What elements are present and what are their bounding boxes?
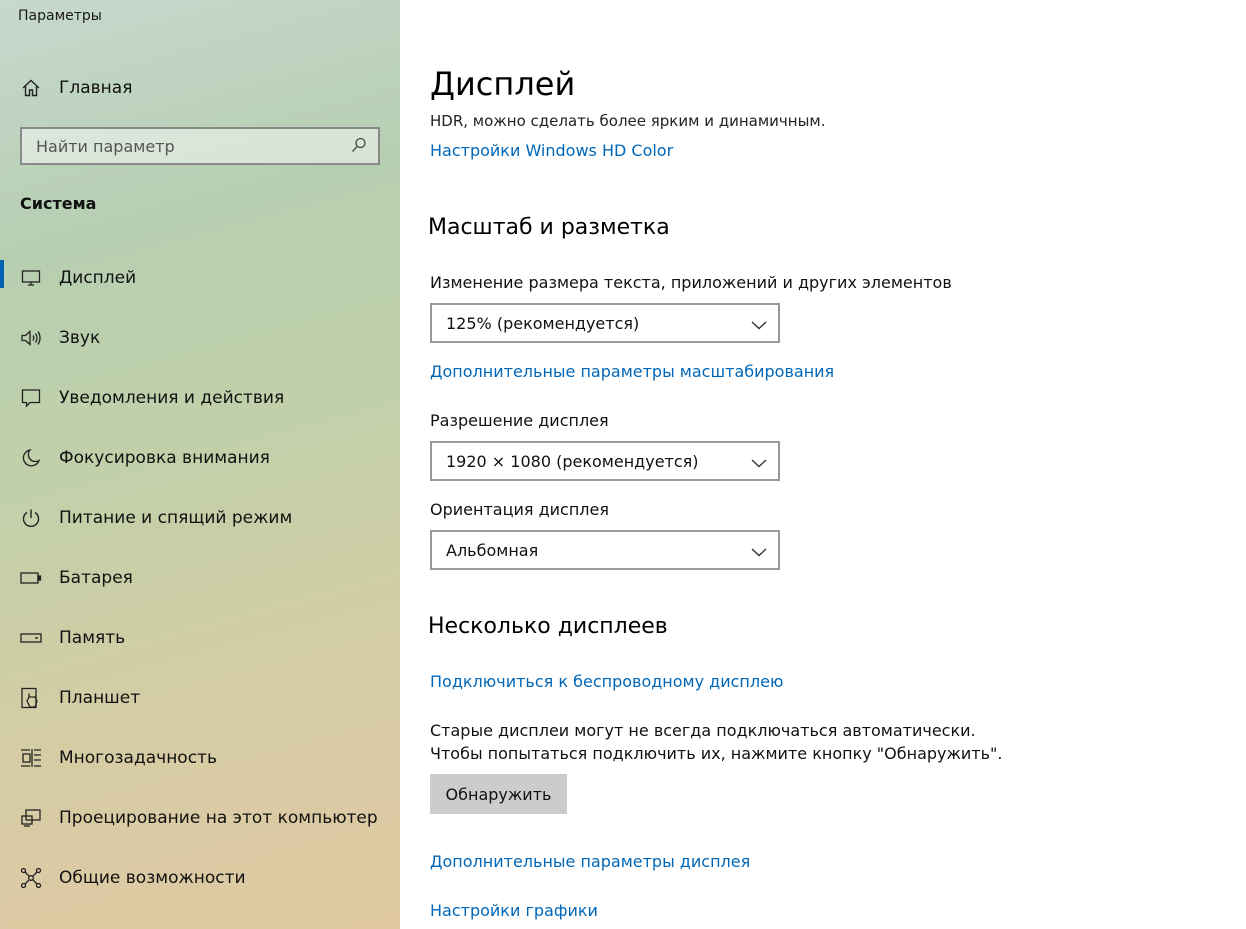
info-text-line1: Старые дисплеи могут не всегда подключаться автоматически. <box>430 721 976 740</box>
sidebar-item-multitasking[interactable] <box>0 736 400 780</box>
resolution-dropdown[interactable] <box>430 441 780 481</box>
sidebar-item-label: Фокусировка внимания <box>59 448 270 468</box>
sidebar-item-label: Звук <box>59 328 101 348</box>
orientation-label: Ориентация дисплея <box>430 500 609 519</box>
search-box[interactable] <box>20 127 380 165</box>
tablet-icon <box>20 687 42 709</box>
sidebar-item-label: Питание и спящий режим <box>59 508 293 528</box>
sidebar-item-label: Многозадачность <box>59 748 217 768</box>
hd-color-settings-link[interactable]: Настройки Windows HD Color <box>430 141 674 160</box>
scale-label: Изменение размера текста, приложений и других элементов <box>430 273 952 292</box>
search-input[interactable] <box>22 129 342 163</box>
resolution-value: 1920 × 1080 (рекомендуется) <box>446 452 699 471</box>
speaker-icon <box>20 327 42 349</box>
home-icon <box>20 77 42 99</box>
battery-icon <box>20 567 42 589</box>
orientation-value: Альбомная <box>446 541 539 560</box>
sidebar-item-label: Общие возможности <box>59 868 246 888</box>
moon-icon <box>20 447 42 469</box>
shared-experiences-icon <box>20 867 42 889</box>
resolution-label: Разрешение дисплея <box>430 411 609 430</box>
sidebar-item-home[interactable] <box>0 66 400 110</box>
sidebar-item-label: Уведомления и действия <box>59 388 285 408</box>
notification-icon <box>20 387 42 409</box>
orientation-dropdown[interactable] <box>430 530 780 570</box>
sidebar <box>0 0 400 929</box>
advanced-display-settings-link[interactable]: Дополнительные параметры дисплея <box>430 852 751 871</box>
advanced-scaling-link[interactable]: Дополнительные параметры масштабирования <box>430 362 835 381</box>
multitasking-icon <box>20 747 42 769</box>
main-content <box>400 0 1246 929</box>
sidebar-item-projecting[interactable] <box>0 796 400 840</box>
page-title: Дисплей <box>430 65 576 103</box>
graphics-settings-link[interactable]: Настройки графики <box>430 901 598 920</box>
sidebar-item-notifications[interactable] <box>0 376 400 420</box>
chevron-down-icon <box>750 543 768 557</box>
sidebar-item-label: Главная <box>59 78 133 98</box>
sidebar-item-label: Проецирование на этот компьютер <box>59 808 378 828</box>
window-title: Параметры <box>18 8 102 24</box>
sidebar-item-tablet[interactable] <box>0 676 400 720</box>
monitor-icon <box>20 267 42 289</box>
sidebar-item-sound[interactable] <box>0 316 400 360</box>
search-icon[interactable] <box>350 136 370 156</box>
storage-icon <box>20 627 42 649</box>
sidebar-item-label: Батарея <box>59 568 133 588</box>
sidebar-item-display[interactable] <box>0 256 400 300</box>
sidebar-item-label: Дисплей <box>59 268 137 288</box>
sidebar-item-focus-assist[interactable] <box>0 436 400 480</box>
sidebar-item-storage[interactable] <box>0 616 400 660</box>
active-indicator <box>0 260 4 288</box>
chevron-down-icon <box>750 454 768 468</box>
wireless-display-link[interactable]: Подключиться к беспроводному дисплею <box>430 672 784 691</box>
scale-dropdown[interactable] <box>430 303 780 343</box>
sidebar-item-shared-experiences[interactable] <box>0 856 400 900</box>
power-icon <box>20 507 42 529</box>
projecting-icon <box>20 807 42 829</box>
info-text-line2: Чтобы попытаться подключить их, нажмите кнопку "Обнаружить". <box>430 744 1003 763</box>
sidebar-item-label: Планшет <box>59 688 141 708</box>
scale-layout-heading: Масштаб и разметка <box>428 215 670 240</box>
scale-value: 125% (рекомендуется) <box>446 314 640 333</box>
sidebar-item-battery[interactable] <box>0 556 400 600</box>
multiple-displays-heading: Несколько дисплеев <box>428 614 668 639</box>
section-title: Система <box>20 194 97 213</box>
sidebar-item-label: Память <box>59 628 126 648</box>
sidebar-item-power-sleep[interactable] <box>0 496 400 540</box>
hdr-description: HDR, можно сделать более ярким и динамичным. <box>430 112 826 129</box>
chevron-down-icon <box>750 316 768 330</box>
detect-button[interactable]: Обнаружить <box>430 774 567 814</box>
